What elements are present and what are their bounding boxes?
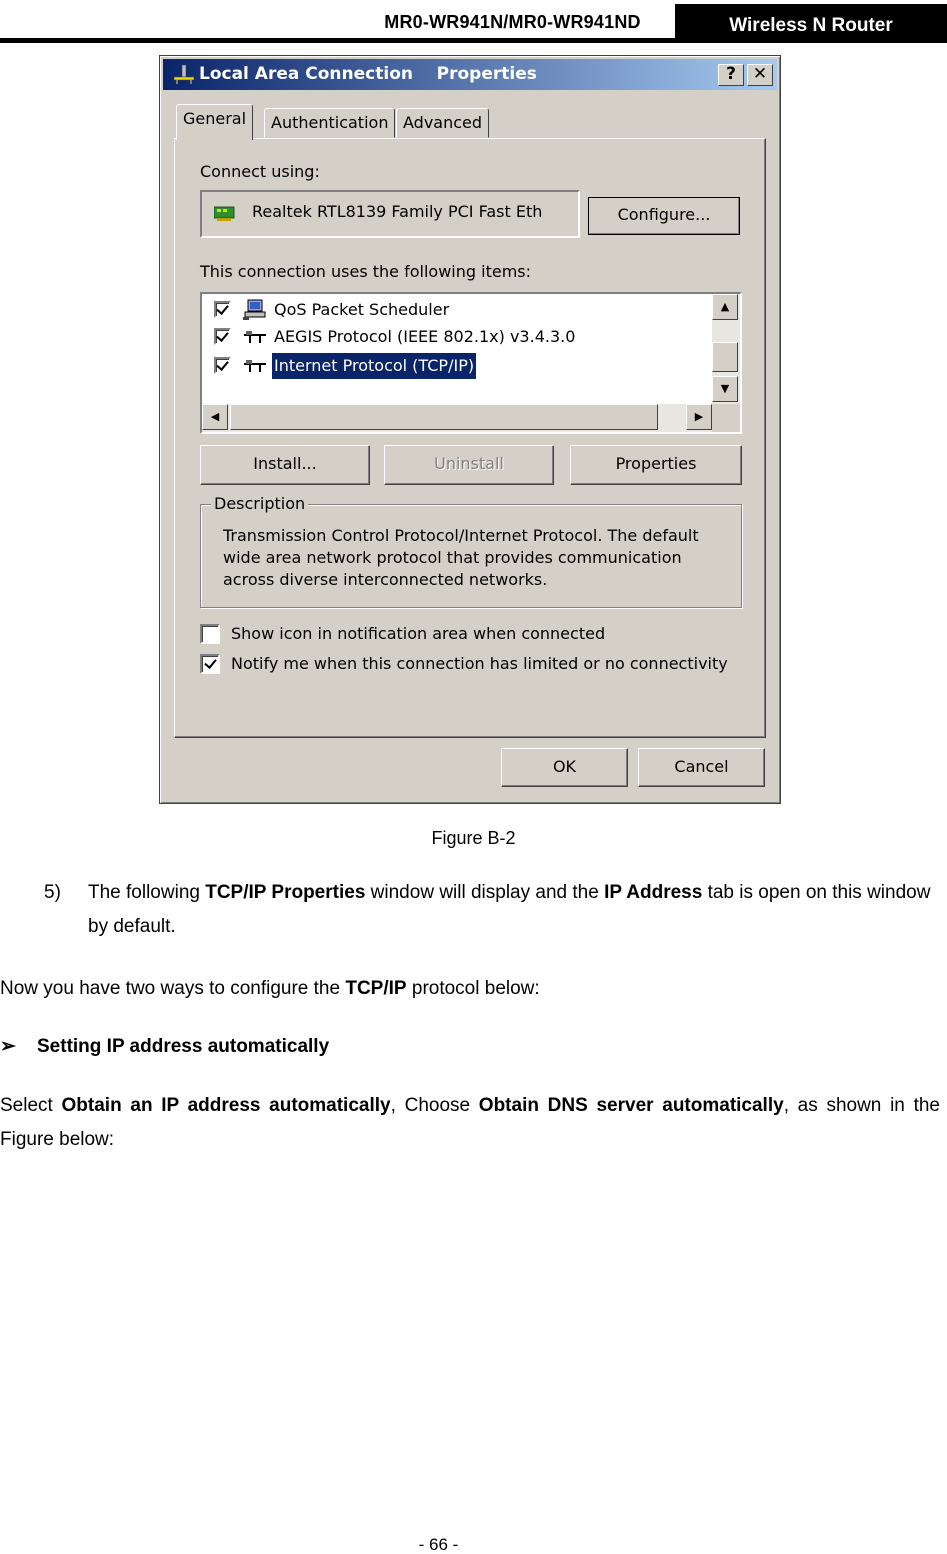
scrollbar-corner <box>712 404 740 432</box>
network-protocol-icon <box>242 355 268 377</box>
close-button[interactable]: ✕ <box>747 64 773 86</box>
step-text <box>88 876 944 944</box>
intro-bold-tcpip: TCP/IP <box>345 978 407 999</box>
select-text-part: , Choose <box>390 1095 479 1116</box>
step-text-part: The following <box>88 882 206 903</box>
scroll-down-icon[interactable]: ▼ <box>712 376 738 402</box>
items-label: This connection uses the following items: <box>200 262 531 281</box>
network-protocol-icon <box>242 326 268 348</box>
description-text: Transmission Control Protocol/Internet Protocol. The default wide area network protocol that provides communication across diverse interconnected networks. <box>223 526 699 589</box>
uninstall-button[interactable]: Uninstall <box>384 445 554 485</box>
network-card-icon <box>214 205 236 221</box>
item-checkbox[interactable] <box>214 328 231 345</box>
item-label: AEGIS Protocol (IEEE 802.1x) v3.4.3.0 <box>274 327 576 346</box>
intro-text-part: Now you have two ways to configure the <box>0 978 346 999</box>
properties-button[interactable]: Properties <box>570 445 742 485</box>
adapter-name: Realtek RTL8139 Family PCI Fast Eth <box>252 202 543 221</box>
vertical-scrollbar[interactable] <box>712 294 740 404</box>
select-text-part: Select <box>0 1095 62 1116</box>
select-bold-obtain-dns: Obtain DNS server automatically <box>478 1095 784 1116</box>
show-icon-checkbox[interactable] <box>200 624 220 644</box>
notify-checkbox[interactable] <box>200 654 220 674</box>
description-title: Description <box>211 494 308 513</box>
bullet-text: Setting IP address automatically <box>37 1036 330 1057</box>
scroll-right-icon[interactable]: ▶ <box>686 404 712 430</box>
step-bold-ip-address: IP Address <box>604 882 703 903</box>
tab-advanced[interactable]: Advanced <box>396 108 489 138</box>
title-bar[interactable] <box>163 59 777 90</box>
scheduler-icon <box>242 299 268 321</box>
scroll-up-icon[interactable]: ▲ <box>712 294 738 320</box>
step-bold-tcpip-properties: TCP/IP Properties <box>205 882 366 903</box>
intro-paragraph <box>0 972 947 1006</box>
step-text-part: tab is open on this window by default. <box>88 882 931 937</box>
step-text-part: window will display and the <box>365 882 605 903</box>
help-button[interactable]: ? <box>718 64 744 86</box>
horizontal-scrollbar[interactable] <box>202 404 714 432</box>
select-bold-obtain-ip: Obtain an IP address automatically <box>61 1095 391 1116</box>
ok-button[interactable]: OK <box>501 748 628 787</box>
item-label: Internet Protocol (TCP/IP) <box>272 353 476 379</box>
adapter-field <box>200 190 580 238</box>
header-product: Wireless N Router <box>675 4 947 43</box>
header-rule <box>0 38 947 43</box>
vertical-scroll-thumb[interactable] <box>712 342 738 372</box>
install-button[interactable]: Install... <box>200 445 370 485</box>
select-paragraph <box>0 1089 940 1157</box>
properties-dialog <box>159 55 781 804</box>
horizontal-scroll-thumb[interactable] <box>230 404 658 430</box>
item-label: QoS Packet Scheduler <box>274 300 450 319</box>
connect-using-label: Connect using: <box>200 162 320 181</box>
select-text-part: , as shown in the Figure below: <box>0 1095 940 1150</box>
figure-caption: Figure B-2 <box>431 828 516 848</box>
tab-authentication[interactable]: Authentication <box>264 108 395 138</box>
dialog-title: Local Area Connection Properties <box>199 64 537 84</box>
components-list[interactable] <box>200 292 742 434</box>
intro-text-part: protocol below: <box>406 978 540 999</box>
notify-label: Notify me when this connection has limited or no connectivity <box>231 654 728 673</box>
show-icon-label: Show icon in notification area when connected <box>231 624 606 643</box>
page-number: - 66 - <box>418 1535 459 1554</box>
arrow-bullet-icon: ➢ <box>0 1036 16 1057</box>
item-checkbox[interactable] <box>214 301 231 318</box>
configure-button[interactable]: Configure... <box>588 197 740 235</box>
scroll-left-icon[interactable]: ◀ <box>202 404 228 430</box>
tab-general[interactable]: General <box>176 104 253 140</box>
header-model: MR0-WR941N/MR0-WR941ND <box>384 12 641 32</box>
cancel-button[interactable]: Cancel <box>638 748 765 787</box>
step-number: 5) <box>44 882 61 903</box>
item-checkbox[interactable] <box>214 357 231 374</box>
description-group <box>200 494 742 608</box>
network-connection-icon <box>173 65 195 85</box>
